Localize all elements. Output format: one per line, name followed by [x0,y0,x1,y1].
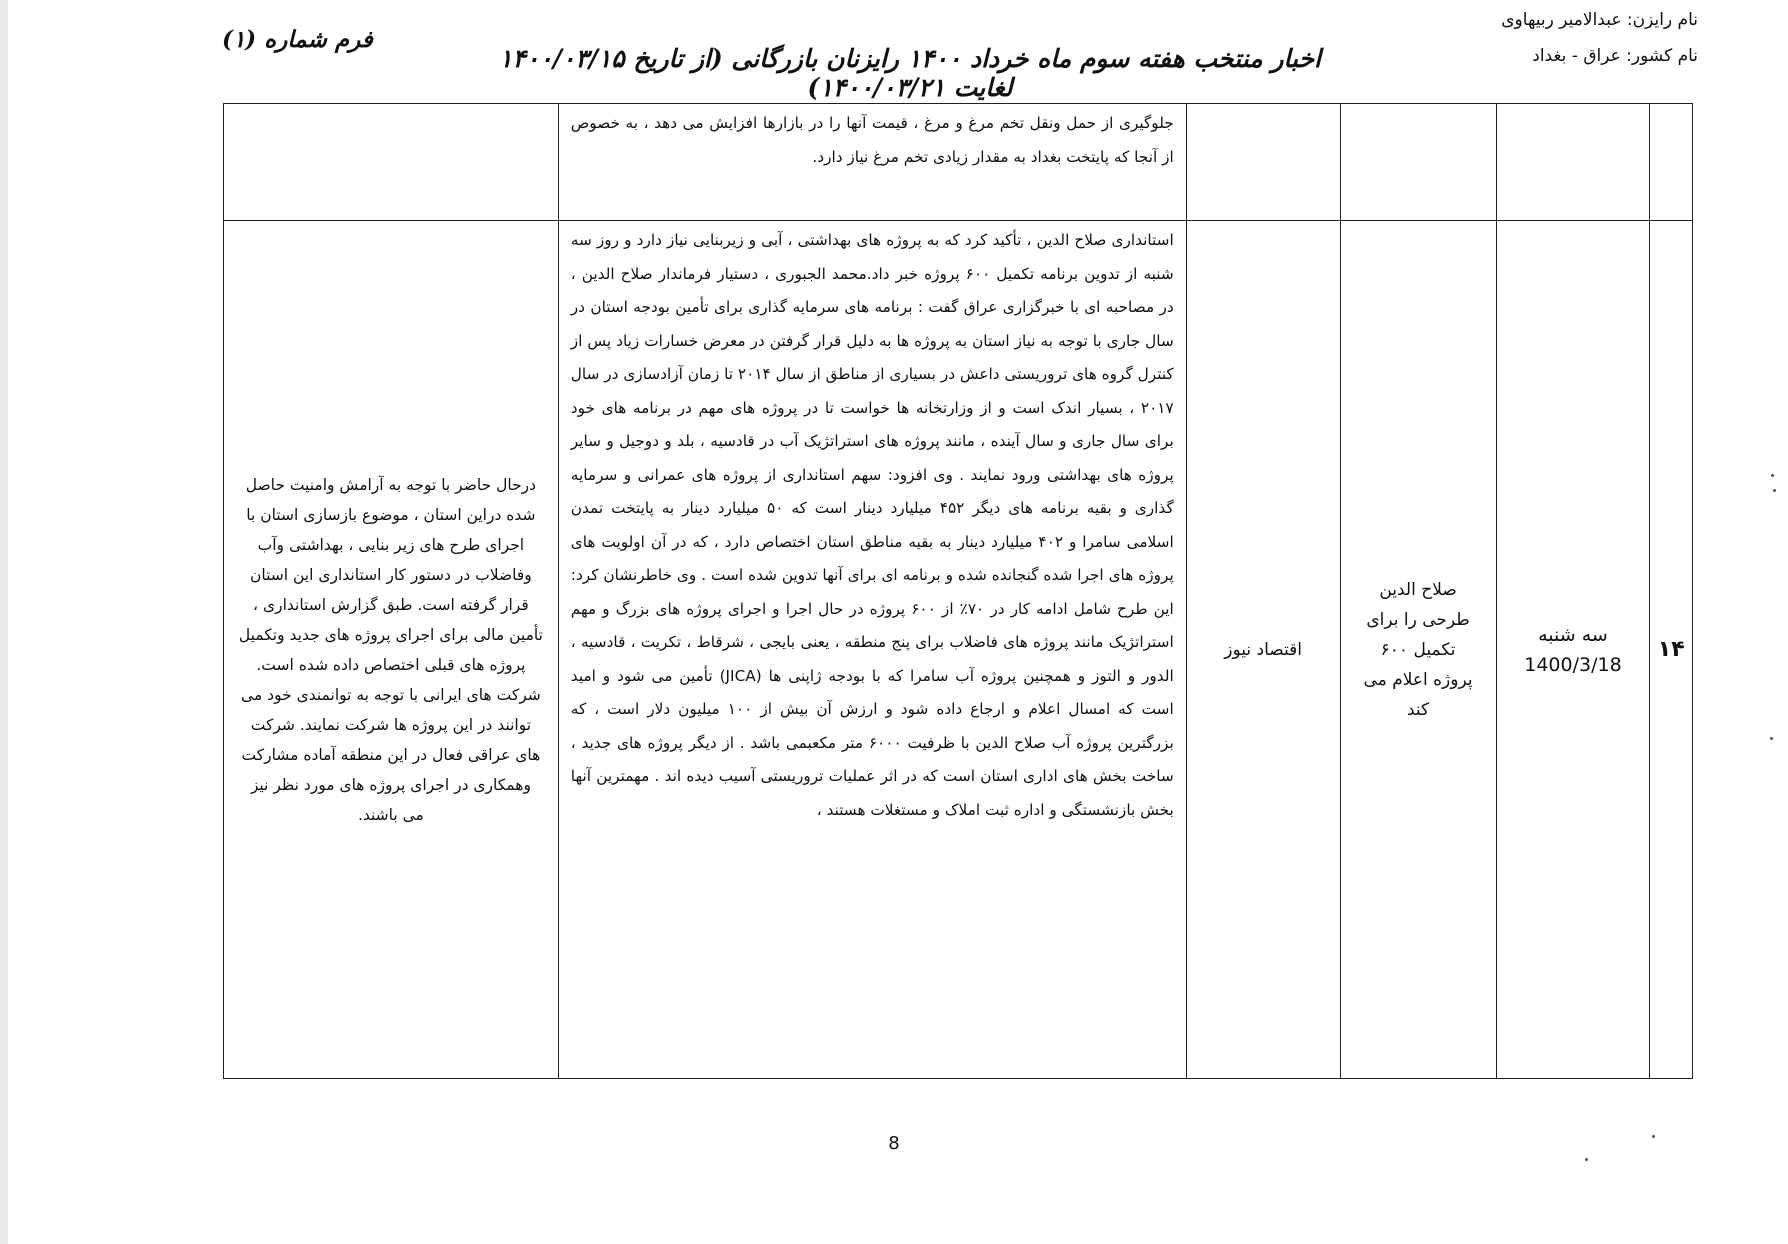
date-cell [1496,221,1650,1079]
source-cell [1186,221,1340,1079]
document-title: اخبار منتخب هفته سوم ماه خرداد ۱۴۰۰ رایزنان بازرگانی (از تاریخ ۱۴۰۰/۰۳/۱۵ لغایت ۱۴۰۰/۰۳/۲۱) [499,44,1321,102]
page-number: 8 [888,1133,900,1154]
news-text: استانداری صلاح الدین ، تأکید کرد که به پروژه های بهداشتی ، آبی و زیربنایی نیاز دارد و روز سه شنبه از تدوین برنامه تکمیل ۶۰۰ پروژه خبر داد.محمد الجبوری ، دستیار فرماندار صلاح الدین ، در مصاحبه ای با خبرگزاری عراق گفت : برنامه های سرمایه گذاری برای تأمین بودجه استان در سال جاری با توجه به نیاز استان به پروژه ها به دلیل قرار گرفتن در معرض خسارات زیاد پس از کنترل گروه های تروریستی داعش در بسیاری از مناطق از سال ۲۰۱۴ تا زمان آزادسازی در سال ۲۰۱۷ ، بسیار اندک است و از وزارتخانه ها خواست تا در پروژه های مهم در برنامه های خود برای سال جاری و سال آینده ، مانند پروژه های استراتژیک آب در قادسیه ، بلد و دوجیل و سایر پروژه های بهداشتی ورود نمایند . وی افزود: سهم استانداری از پروژه های عمرانی و سرمایه گذاری و بقیه برنامه های دیگر ۴۵۲ میلیارد دینار است که ۵۰ میلیارد دینار به پایتخت تمدن اسلامی سامرا و ۴۰۲ میلیارد دینار به بقیه مناطق استان اختصاص دارد ، که در آن اولویت های پروژه های اجرا شده گنجانده شده و برنامه ای برای آنها تدوین شده است . وی خاطرنشان کرد: این طرح شامل ادامه کار در ۷۰٪ از ۶۰۰ پروژه در حال اجرا و اجرای پروژه های بزرگ و مهم استراتژیک مانند پروژه های فاضلاب برای پنج منطقه ، یعنی بایجی ، شرقاط ، تکریت ، قادسیه ، الدور و التوز و همچنین پروژه آب سامرا که با بودجه ژاپنی ها (JICA) تأمین می شود و امید است که امسال اعلام و ارجاع داده شود و ارزش آن بیش از ۱۰۰ میلیون دلار است ، که بزرگترین پروژه آب صلاح الدین با ظرفیت ۶۰۰۰ متر مکعبمی باشد . از دیگر پروژه های جدید ، ساخت بخش های اداری استان است که در اثر عملیات تروریستی آسیب دیده اند . مهمترین آنها بخش بازنشستگی و اداره ثبت املاک و مستغلات هستند ، [570,231,1174,819]
scan-speck [1771,474,1774,477]
news-text-cell [558,104,1186,221]
scan-edge [0,0,8,1244]
news-subject: صلاح الدین طرحی را برای تکمیل ۶۰۰ پروژه اعلام می کند [1363,579,1473,720]
date-day: سه شنبه [1538,623,1608,646]
date-value: 1400/3/18 [1524,653,1622,676]
source-cell [1186,104,1340,221]
subject-cell [1340,221,1496,1079]
analysis-text: درحال حاضر با توجه به آرامش وامنیت حاصل شده دراین استان ، موضوع بازسازی استان با اجرای طرح های زیر بنایی ، بهداشتی وآب وفاضلاب در دستور کار استانداری این استان قرار گرفته است. طبق گزارش استانداری ، تأمین مالی برای اجرای پروژه های جدید وتکمیل پروژه های قبلی اختصاص داده شده است. شرکت های ایرانی با توجه به توانمندی خود می توانند در این پروژه ها شرکت نمایند. شرکت های عراقی فعال در این منطقه آماده مشارکت وهمکاری در اجرای پروژه های مورد نظر نیز می باشند. [238,475,543,824]
news-source: اقتصاد نیوز [1224,639,1303,660]
row-number-cell [1650,104,1693,221]
row-number-cell [1650,221,1693,1079]
row-number: ۱۴ [1657,637,1685,662]
scan-speck [1585,1158,1588,1161]
scan-speck [1652,1135,1655,1138]
news-table [223,103,1693,1079]
table-row [224,104,1693,221]
date-cell [1496,104,1650,221]
news-text: جلوگیری از حمل ونقل تخم مرغ و مرغ ، قیمت آنها را در بازارها افزایش می دهد ، به خصوص از آنجا که پایتخت بغداد به مقدار زیادی تخم مرغ نیاز دارد. [570,114,1174,166]
analysis-cell [224,104,559,221]
subject-cell [1340,104,1496,221]
analysis-cell [224,221,559,1079]
table-row [224,221,1693,1079]
country-name: نام کشور: عراق - بغداد [1532,46,1698,66]
scan-speck [1773,489,1776,492]
form-number: فرم شماره (۱) [222,26,373,53]
scan-speck [1770,737,1773,740]
news-text-cell [558,221,1186,1079]
reporter-name: نام رایزن: عبدالامیر ربیهاوی [1501,10,1698,30]
